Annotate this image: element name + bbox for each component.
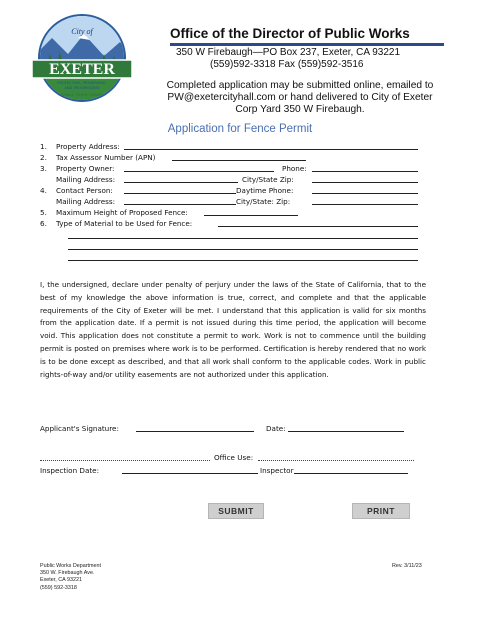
field-label: Property Owner: bbox=[56, 164, 115, 173]
footer-addr1: 350 W. Firebaugh Ave. bbox=[40, 570, 95, 577]
apn-input[interactable] bbox=[172, 153, 306, 161]
signature-date-input[interactable] bbox=[288, 424, 404, 432]
property-address-input[interactable] bbox=[124, 142, 418, 150]
field-label: Property Address: bbox=[56, 142, 120, 151]
field-label: Mailing Address: bbox=[56, 175, 116, 184]
signature-row bbox=[40, 424, 430, 434]
inspection-row bbox=[40, 466, 430, 476]
submission-line-3: Corp Yard 350 W Firebaugh. bbox=[235, 104, 365, 115]
field-label: Mailing Address: bbox=[56, 197, 116, 206]
inspection-date-label: Inspection Date: bbox=[40, 466, 100, 475]
owner-city-input[interactable] bbox=[312, 175, 418, 183]
footer-addr2: Exeter, CA 93221 bbox=[40, 577, 82, 584]
field-number: 5. bbox=[40, 208, 47, 217]
owner-phone-input[interactable] bbox=[312, 164, 418, 172]
header-address: 350 W Firebaugh—PO Box 237, Exeter, CA 93221 bbox=[176, 47, 401, 58]
form-title: Application for Fence Permit bbox=[167, 123, 313, 135]
office-use-label: Office Use: bbox=[214, 453, 254, 462]
header-rule bbox=[170, 43, 444, 46]
applicant-signature-label: Applicant's Signature: bbox=[40, 424, 119, 433]
city-state-zip-label: City/State: Zip: bbox=[236, 197, 291, 206]
daytime-phone-label: Daytime Phone: bbox=[236, 186, 294, 195]
field-number: 6. bbox=[40, 219, 47, 228]
inspector-input[interactable] bbox=[294, 466, 408, 474]
field-fence-material bbox=[40, 219, 430, 229]
footer-phone: (559) 592-3318 bbox=[40, 584, 77, 591]
applicant-signature-input[interactable] bbox=[136, 424, 254, 432]
field-label: Type of Material to be Used for Fence: bbox=[56, 219, 193, 228]
office-use-divider-right bbox=[258, 453, 414, 461]
phone-label: Phone: bbox=[282, 164, 307, 173]
logo-tagline-3: SMALL TOWN CHARM bbox=[60, 93, 104, 97]
office-title: Office of the Director of Public Works bbox=[170, 26, 410, 41]
inspection-date-input[interactable] bbox=[122, 466, 258, 474]
field-label: Tax Assessor Number (APN) bbox=[56, 153, 156, 162]
logo-city-of: City of bbox=[71, 27, 93, 36]
office-use-divider-left bbox=[40, 453, 210, 461]
field-property-address bbox=[40, 142, 430, 152]
field-fence-height bbox=[40, 208, 430, 218]
footer-revision: Rev. 3/11/23 bbox=[392, 563, 422, 569]
fence-material-input[interactable] bbox=[218, 219, 418, 227]
inspector-label: Inspector bbox=[260, 466, 294, 475]
header-phone: (559)592-3318 Fax (559)592-3516 bbox=[210, 59, 364, 70]
field-contact-person bbox=[40, 186, 430, 196]
submission-line-2: PW@exetercityhall.com or hand delivered to City of Exeter bbox=[167, 92, 433, 103]
property-owner-input[interactable] bbox=[124, 164, 274, 172]
footer-dept: Public Works Department bbox=[40, 563, 102, 569]
contact-city-input[interactable] bbox=[312, 197, 418, 205]
field-label: Contact Person: bbox=[56, 186, 113, 195]
field-number: 1. bbox=[40, 142, 47, 151]
fence-material-line-2[interactable] bbox=[68, 231, 418, 239]
exeter-logo bbox=[30, 14, 134, 106]
field-label: Maximum Height of Proposed Fence: bbox=[56, 208, 188, 217]
fence-material-line-3[interactable] bbox=[68, 242, 418, 250]
owner-mailing-input[interactable] bbox=[124, 175, 238, 183]
logo-name: EXETER bbox=[49, 61, 115, 78]
field-number: 4. bbox=[40, 186, 47, 195]
logo-tagline-2: AND PROGRESSING bbox=[64, 86, 100, 90]
field-apn bbox=[40, 153, 430, 163]
date-label: Date: bbox=[266, 424, 286, 433]
declaration-text: I, the undersigned, declare under penalty of perjury under the laws of the State of California, that to the best of my knowledge the above information is true, correct, and complete and that the applicable requirements of the City of Exeter will be met. I understand that this application is valid for six months from the application date. If a permit is not issued during this time period, the application will become void. This application does not constitute a permit to work. Work is not to commence until the building permit is posted on premises where work is to be performed. Certification is hereby rendered that no work is to be done except as described, and that all work shall conform to the applicable codes. Work in public rights-of-way and/or utility easements are not authorized under this application. bbox=[40, 280, 426, 379]
fence-material-line-4[interactable] bbox=[68, 253, 418, 261]
submission-line-1: Completed application may be submitted online, emailed to bbox=[166, 80, 434, 91]
print-button[interactable]: PRINT bbox=[352, 503, 410, 519]
field-property-owner bbox=[40, 164, 430, 174]
submit-button[interactable]: SUBMIT bbox=[208, 503, 264, 519]
fence-height-input[interactable] bbox=[204, 208, 298, 216]
city-state-zip-label: City/State Zip: bbox=[242, 175, 294, 184]
logo-tagline-1: PROTECTING, PRESERVING, bbox=[57, 81, 107, 85]
office-use-row bbox=[40, 453, 430, 463]
contact-person-input[interactable] bbox=[124, 186, 236, 194]
field-number: 2. bbox=[40, 153, 47, 162]
footer-address bbox=[40, 563, 101, 592]
field-contact-mailing bbox=[40, 197, 430, 207]
contact-phone-input[interactable] bbox=[312, 186, 418, 194]
contact-mailing-input[interactable] bbox=[124, 197, 236, 205]
field-number: 3. bbox=[40, 164, 47, 173]
field-owner-mailing bbox=[40, 175, 430, 185]
